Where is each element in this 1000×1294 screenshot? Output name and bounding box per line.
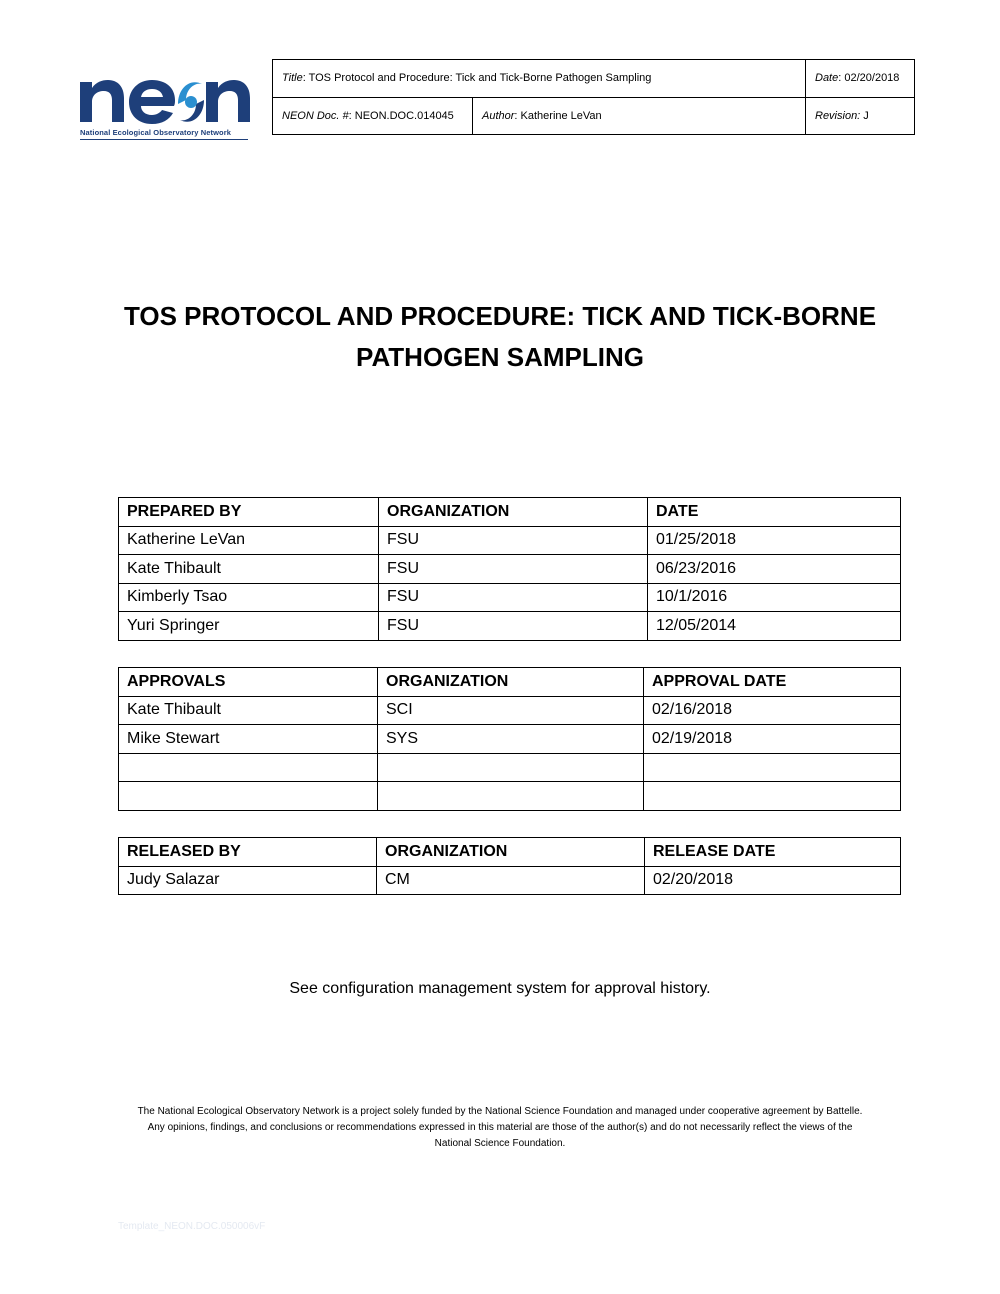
approval-name: Mike Stewart xyxy=(119,725,378,754)
header-revision-label: Revision: xyxy=(815,109,861,122)
disclaimer-line-3: National Science Foundation. xyxy=(434,1138,566,1149)
prepared-header-name: PREPARED BY xyxy=(119,498,379,527)
header-table xyxy=(272,59,915,135)
released-header-row xyxy=(119,838,901,867)
approval-name xyxy=(119,782,378,811)
approval-org xyxy=(378,753,644,782)
released-by-table xyxy=(118,837,901,895)
logo-rule xyxy=(80,139,248,140)
header-title-cell xyxy=(273,60,806,98)
header-doc-label: NEON Doc. # xyxy=(282,109,349,122)
header-author-cell xyxy=(473,97,806,135)
table-row xyxy=(119,526,901,555)
logo-letter-n1 xyxy=(80,80,124,122)
approval-org xyxy=(378,782,644,811)
prepared-date: 01/25/2018 xyxy=(648,526,901,555)
table-row xyxy=(119,782,901,811)
prepared-date: 10/1/2016 xyxy=(648,583,901,612)
table-row xyxy=(119,696,901,725)
template-id: Template_NEON.DOC.050006vF xyxy=(118,1221,266,1232)
approval-history-note: See configuration management system for approval history. xyxy=(289,980,711,997)
prepared-header-date: DATE xyxy=(648,498,901,527)
funding-disclaimer xyxy=(110,1104,890,1152)
header-author-value: : Katherine LeVan xyxy=(514,109,602,122)
approval-date: 02/19/2018 xyxy=(644,725,901,754)
released-header-date: RELEASE DATE xyxy=(645,838,901,867)
header-title-label: Title xyxy=(282,72,303,85)
header-doc-cell xyxy=(273,97,473,135)
released-date: 02/20/2018 xyxy=(645,866,901,895)
approval-date xyxy=(644,782,901,811)
prepared-date: 06/23/2016 xyxy=(648,555,901,584)
approvals-header-org: ORGANIZATION xyxy=(378,668,644,697)
prepared-org: FSU xyxy=(379,583,648,612)
released-header-org: ORGANIZATION xyxy=(377,838,645,867)
header-date-cell xyxy=(806,60,915,98)
approvals-header-name: APPROVALS xyxy=(119,668,378,697)
approvals-header-row xyxy=(119,668,901,697)
approval-date: 02/16/2018 xyxy=(644,696,901,725)
released-org: CM xyxy=(377,866,645,895)
prepared-header-row xyxy=(119,498,901,527)
logo-letter-n2 xyxy=(206,80,250,122)
table-row xyxy=(119,583,901,612)
table-row xyxy=(119,725,901,754)
header-row-2 xyxy=(273,97,915,135)
header-date-value: : 02/20/2018 xyxy=(838,72,900,85)
approval-org: SCI xyxy=(378,696,644,725)
prepared-org: FSU xyxy=(379,555,648,584)
document-title xyxy=(100,296,900,378)
disclaimer-line-1: The National Ecological Observatory Network is a project solely funded by the National Science Foundation and managed under cooperative agreement by Battelle. xyxy=(137,1106,863,1117)
prepared-name: Kate Thibault xyxy=(119,555,379,584)
header-row-1 xyxy=(273,60,915,98)
table-row xyxy=(119,555,901,584)
approval-name xyxy=(119,753,378,782)
released-header-name: RELEASED BY xyxy=(119,838,377,867)
disclaimer-line-2: Any opinions, findings, and conclusions or recommendations expressed in this material are those of the author(s) and do not necessarily reflect the views of the xyxy=(147,1122,853,1133)
table-row xyxy=(119,866,901,895)
prepared-name: Katherine LeVan xyxy=(119,526,379,555)
approvals-table xyxy=(118,667,901,811)
header-author-label: Author xyxy=(482,109,515,122)
table-row xyxy=(119,753,901,782)
prepared-date: 12/05/2014 xyxy=(648,612,901,641)
logo-tagline: National Ecological Observatory Network xyxy=(80,128,232,137)
approvals-header-date: APPROVAL DATE xyxy=(644,668,901,697)
released-name: Judy Salazar xyxy=(119,866,377,895)
prepared-name: Kimberly Tsao xyxy=(119,583,379,612)
prepared-by-table xyxy=(118,497,901,641)
header-revision-value: J xyxy=(860,109,869,122)
prepared-org: FSU xyxy=(379,526,648,555)
document-title-line-1: TOS PROTOCOL AND PROCEDURE: TICK AND TICK-BORNE xyxy=(123,301,877,331)
logo-o-mark xyxy=(178,82,204,122)
header-revision-cell xyxy=(806,97,915,135)
approval-org: SYS xyxy=(378,725,644,754)
prepared-org: FSU xyxy=(379,612,648,641)
header-doc-value: : NEON.DOC.014045 xyxy=(348,109,454,122)
document-title-line-2: PATHOGEN SAMPLING xyxy=(356,342,644,372)
header-date-label: Date xyxy=(815,72,839,85)
approval-name: Kate Thibault xyxy=(119,696,378,725)
header-title-value: : TOS Protocol and Procedure: Tick and Tick-Borne Pathogen Sampling xyxy=(302,72,652,85)
prepared-header-org: ORGANIZATION xyxy=(379,498,648,527)
table-row xyxy=(119,612,901,641)
prepared-name: Yuri Springer xyxy=(119,612,379,641)
logo-letter-e xyxy=(129,80,175,124)
approval-date xyxy=(644,753,901,782)
